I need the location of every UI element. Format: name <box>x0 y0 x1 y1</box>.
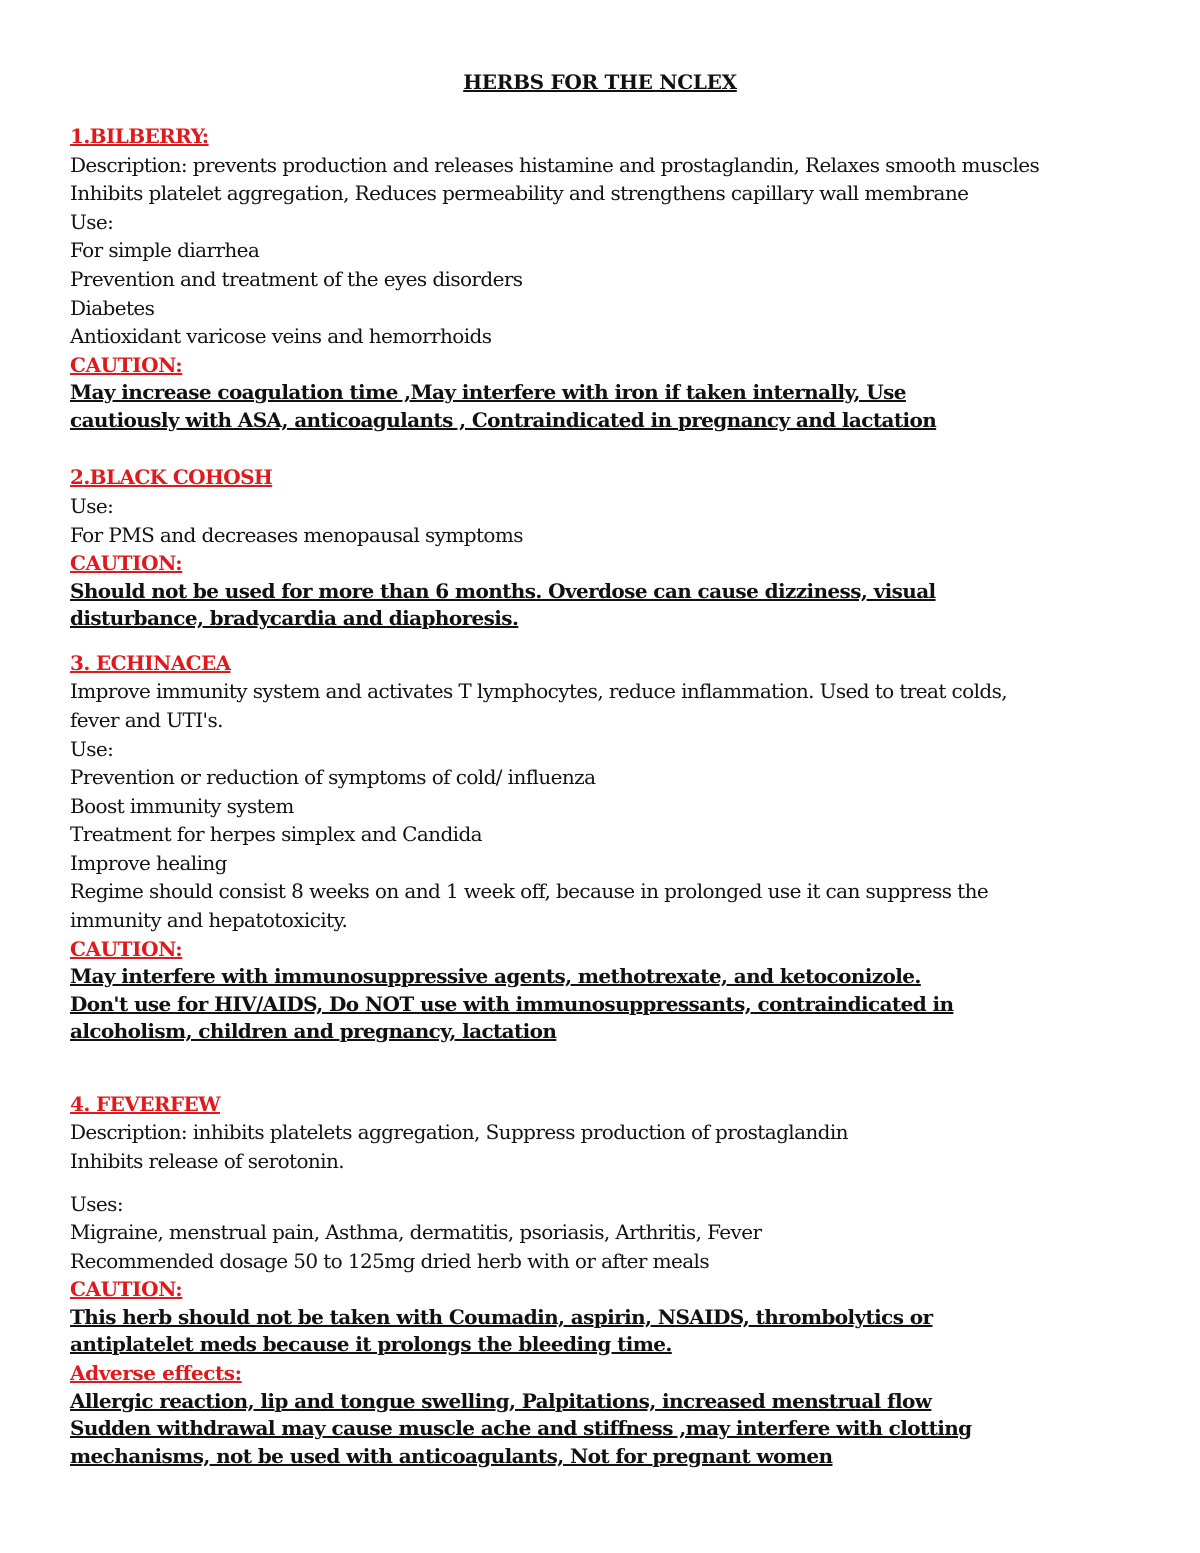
description-line: Description: prevents production and releases histamine and prostaglandin, Relaxes smooth muscles <box>70 152 1040 177</box>
use-item: Treatment for herpes simplex and Candida <box>70 822 482 847</box>
page-title: HERBS FOR THE NCLEX <box>463 70 737 94</box>
caution-line: May increase coagulation time ,May interfere with iron if taken internally, Use <box>70 380 906 405</box>
use-item: Migraine, menstrual pain, Asthma, dermatitis, psoriasis, Arthritis, Fever <box>70 1220 762 1245</box>
adverse-effects-label: Adverse effects: <box>70 1360 242 1385</box>
caution-label: CAUTION: <box>70 352 183 377</box>
section-spacer <box>70 1046 1130 1090</box>
description-line: Description: inhibits platelets aggregation, Suppress production of prostaglandin <box>70 1120 848 1145</box>
adverse-effects-line: Sudden withdrawal may cause muscle ache and stiffness ,may interfere with clotting <box>70 1416 972 1440</box>
section-feverfew <box>70 1090 1130 1470</box>
section-heading: 3. ECHINACEA <box>70 650 231 675</box>
use-label: Use: <box>70 736 114 761</box>
section-spacer <box>70 633 1130 649</box>
caution-line: alcoholism, children and pregnancy, lactation <box>70 1019 557 1044</box>
use-item: Improve healing <box>70 850 227 875</box>
caution-line: Don't use for HIV/AIDS, Do NOT use with immunosuppressants, contraindicated in <box>70 991 954 1016</box>
description-line: Inhibits release of serotonin. <box>70 1148 345 1173</box>
document-page <box>70 70 1130 1470</box>
use-item: For simple diarrhea <box>70 238 260 263</box>
description-line: fever and UTI's. <box>70 707 223 732</box>
adverse-effects-line: mechanisms, not be used with anticoagulants, Not for pregnant women <box>70 1443 833 1468</box>
use-label: Use: <box>70 493 114 518</box>
use-item: For PMS and decreases menopausal symptoms <box>70 522 523 547</box>
caution-label: CAUTION: <box>70 936 183 961</box>
section-echinacea <box>70 649 1130 1046</box>
caution-label: CAUTION: <box>70 1277 183 1302</box>
caution-line: antiplatelet meds because it prolongs the bleeding time. <box>70 1332 672 1357</box>
section-black-cohosh <box>70 463 1130 632</box>
caution-line: Should not be used for more than 6 months. Overdose can cause dizziness, visual <box>70 578 936 603</box>
use-item: Antioxidant varicose veins and hemorrhoids <box>70 324 492 349</box>
caution-line: cautiously with ASA, anticoagulants , Contraindicated in pregnancy and lactation <box>70 407 937 432</box>
use-item: immunity and hepatotoxicity. <box>70 908 348 933</box>
description-line: Inhibits platelet aggregation, Reduces permeability and strengthens capillary wall membrane <box>70 181 969 206</box>
description-line: Improve immunity system and activates T lymphocytes, reduce inflammation. Used to treat colds, <box>70 679 1007 704</box>
use-item: Prevention or reduction of symptoms of cold/ influenza <box>70 765 596 790</box>
section-heading: 2.BLACK COHOSH <box>70 465 273 490</box>
use-label: Uses: <box>70 1191 123 1216</box>
adverse-effects-line: Allergic reaction, lip and tongue swelling, Palpitations, increased menstrual flow <box>70 1388 932 1413</box>
caution-line: This herb should not be taken with Coumadin, aspirin, NSAIDS, thrombolytics or <box>70 1304 933 1329</box>
paragraph-spacer <box>70 1176 1130 1190</box>
use-item: Recommended dosage 50 to 125mg dried herb with or after meals <box>70 1248 709 1273</box>
use-label: Use: <box>70 209 114 234</box>
section-heading: 1.BILBERRY: <box>70 124 209 148</box>
caution-label: CAUTION: <box>70 551 183 576</box>
use-item: Prevention and treatment of the eyes disorders <box>70 266 523 291</box>
section-heading: 4. FEVERFEW <box>70 1091 220 1116</box>
section-bilberry <box>70 122 1130 434</box>
use-item: Diabetes <box>70 295 155 320</box>
use-item: Regime should consist 8 weeks on and 1 week off, because in prolonged use it can suppress the <box>70 879 989 904</box>
caution-line: May interfere with immunosuppressive agents, methotrexate, and ketoconizole. <box>70 964 921 989</box>
use-item: Boost immunity system <box>70 793 294 818</box>
section-spacer <box>70 434 1130 463</box>
caution-line: disturbance, bradycardia and diaphoresis. <box>70 606 519 631</box>
